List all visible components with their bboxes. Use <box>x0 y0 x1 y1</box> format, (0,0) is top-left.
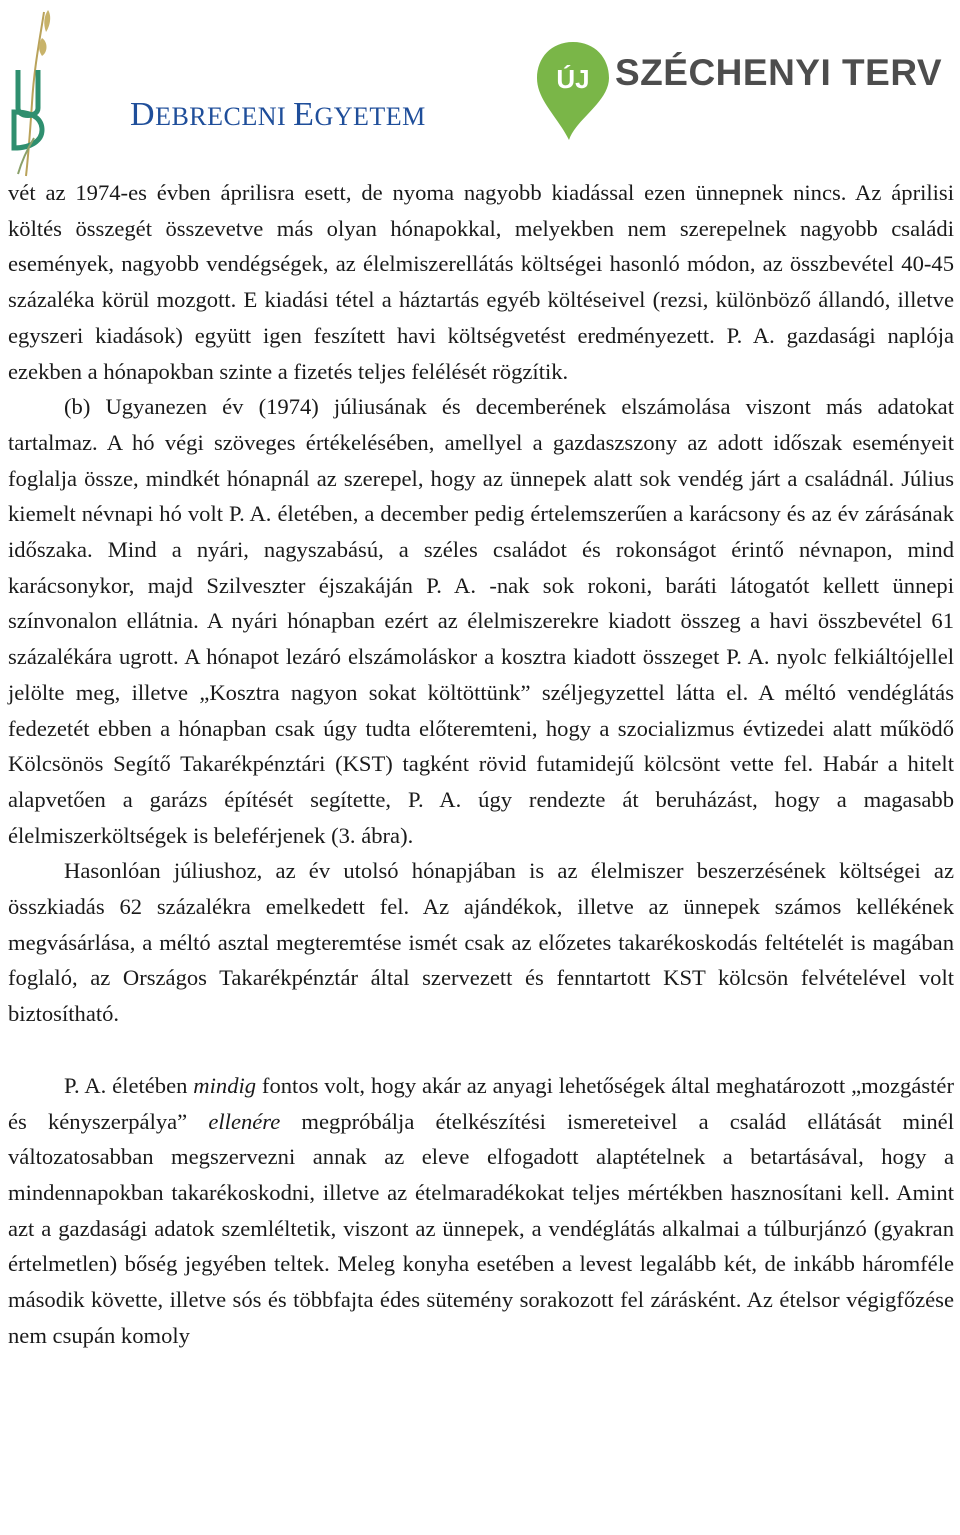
paragraph-1: vét az 1974-es évben áprilisra esett, de nyoma nagyobb kiadással ezen ünnepnek nincs. Az áprilisi költés összegét összevetve más olyan hónapokkal, melyekben nem szerepelnek nagyobb családi események, nagyobb vendégségek, az élelmiszerellátás költségei hasonló módon, az összbevétel 40-45 százaléka körül mozgott. E kiadási tétel a háztartás egyéb költéseivel (rezsi, különböző állandó, illetve egyszeri kiadások) együtt igen feszített havi költségvetést eredményezett. P. A. gazdasági naplója ezekben a hónapokban szinte a fizetés teljes felélését rögzítik. <box>8 180 954 384</box>
university-name-initial-e: E <box>293 96 315 133</box>
logo-badge-text: ÚJ <box>556 64 590 94</box>
paragraph-4-emphasis-1: mindig <box>193 1072 257 1098</box>
university-name-part-2: GYETEM <box>314 102 426 131</box>
university-name-part-1: EBRECENI <box>155 102 294 131</box>
paragraph-4-emphasis-2: ellenére <box>208 1108 281 1134</box>
paragraph-spacer <box>8 1032 954 1068</box>
paragraph-4-part-b: fontos volt, hogy akár az anyagi lehetőségek által meghatározott „mozgástér és kényszerpálya” <box>8 1072 954 1134</box>
paragraph-4-part-c: megpróbálja ételkészítési ismereteivel a család ellátását minél változatosabban megszervezni annak az eleve elfogadott alaptételnek a betartásával, hogy a mindennapokban takarékoskodni, illetve az ételmaradékokat teljes mértékben hasznosítani kell. Amint azt a gazdasági adatok szemléltetik, viszont az ünnepek, a vendéglátás alkalmai a túlburjánzó (gyakran értelmetlen) bőség jegyében teltek. Meleg konyha esetében a levest legalább két, de inkább háromféle második követte, illetve sós és többfajta édes sütemény sorakozott fel zárásként. Az ételsor végigfőzése nem csupán komoly <box>8 1108 954 1348</box>
university-logo-icon <box>4 8 66 178</box>
university-name <box>130 96 426 134</box>
paragraph-4 <box>8 1068 954 1354</box>
page-header <box>0 0 960 175</box>
university-name-initial-d: D <box>130 96 156 133</box>
szechenyi-terv-text: SZÉCHENYI TERV <box>615 52 943 93</box>
paragraph-2: (b) Ugyanezen év (1974) júliusának és decemberének elszámolása viszont más adatokat tartalmaz. A hó végi szöveges értékelésében, amellyel a gazdaszszony az adott időszak eseményeit foglalja össze, mindkét hónapnál az szerepel, hogy az ünnepek alatt sok vendég járt a családnál. Július kiemelt névnapi hó volt P. A. életében, a december pedig értelemszerűen a karácsony és az év zárásának időszaka. Mind a nyári, nagyszabású, a széles családot és rokonságot érintő névnapon, mind karácsonykor, majd Szilveszter éjszakáján P. A. -nak sok rokoni, baráti látogatót kellett ünnepi színvonalon ellátnia. A nyári hónapban ezért az élelmiszerekre kiadott összeg a havi összbevétel 61 százalékára ugrott. A hónapot lezáró elszámoláskor a kosztra kiadott összeget P. A. nyolc felkiáltójellel jelölte meg, illetve „Kosztra nagyon sokat költöttünk” széljegyzettel látta el. A méltó vendéglátás fedezetét ebben a hónapban csak úgy tudta előteremteni, hogy a szocializmus évtizedei alatt működő Kölcsönös Segítő Takarékpénztári (KST) tagként rövid futamidejű kölcsönt vette fel. Habár a hitelt alapvetően a garázs építését segítette, P. A. úgy rendezte át beruházást, hogy a magasabb élelmiszerköltségek is beleférjenek (3. ábra). <box>8 394 954 848</box>
document-body <box>8 175 954 1354</box>
paragraph-3: Hasonlóan júliushoz, az év utolsó hónapjában is az élelmiszer beszerzésének költségei az összkiadás 62 százalékra emelkedett fel. Az ajándékok, illetve az ünnepek számos kellékének megvásárlása, a méltó asztal megteremtése ismét csak az előzetes takarékoskodás feltételét is magában foglaló, az Országos Takarékpénztár által szervezett és fenntartott KST kölcsön felvételével volt biztosítható. <box>8 858 954 1027</box>
paragraph-4-part-a: P. A. életében <box>64 1072 194 1098</box>
